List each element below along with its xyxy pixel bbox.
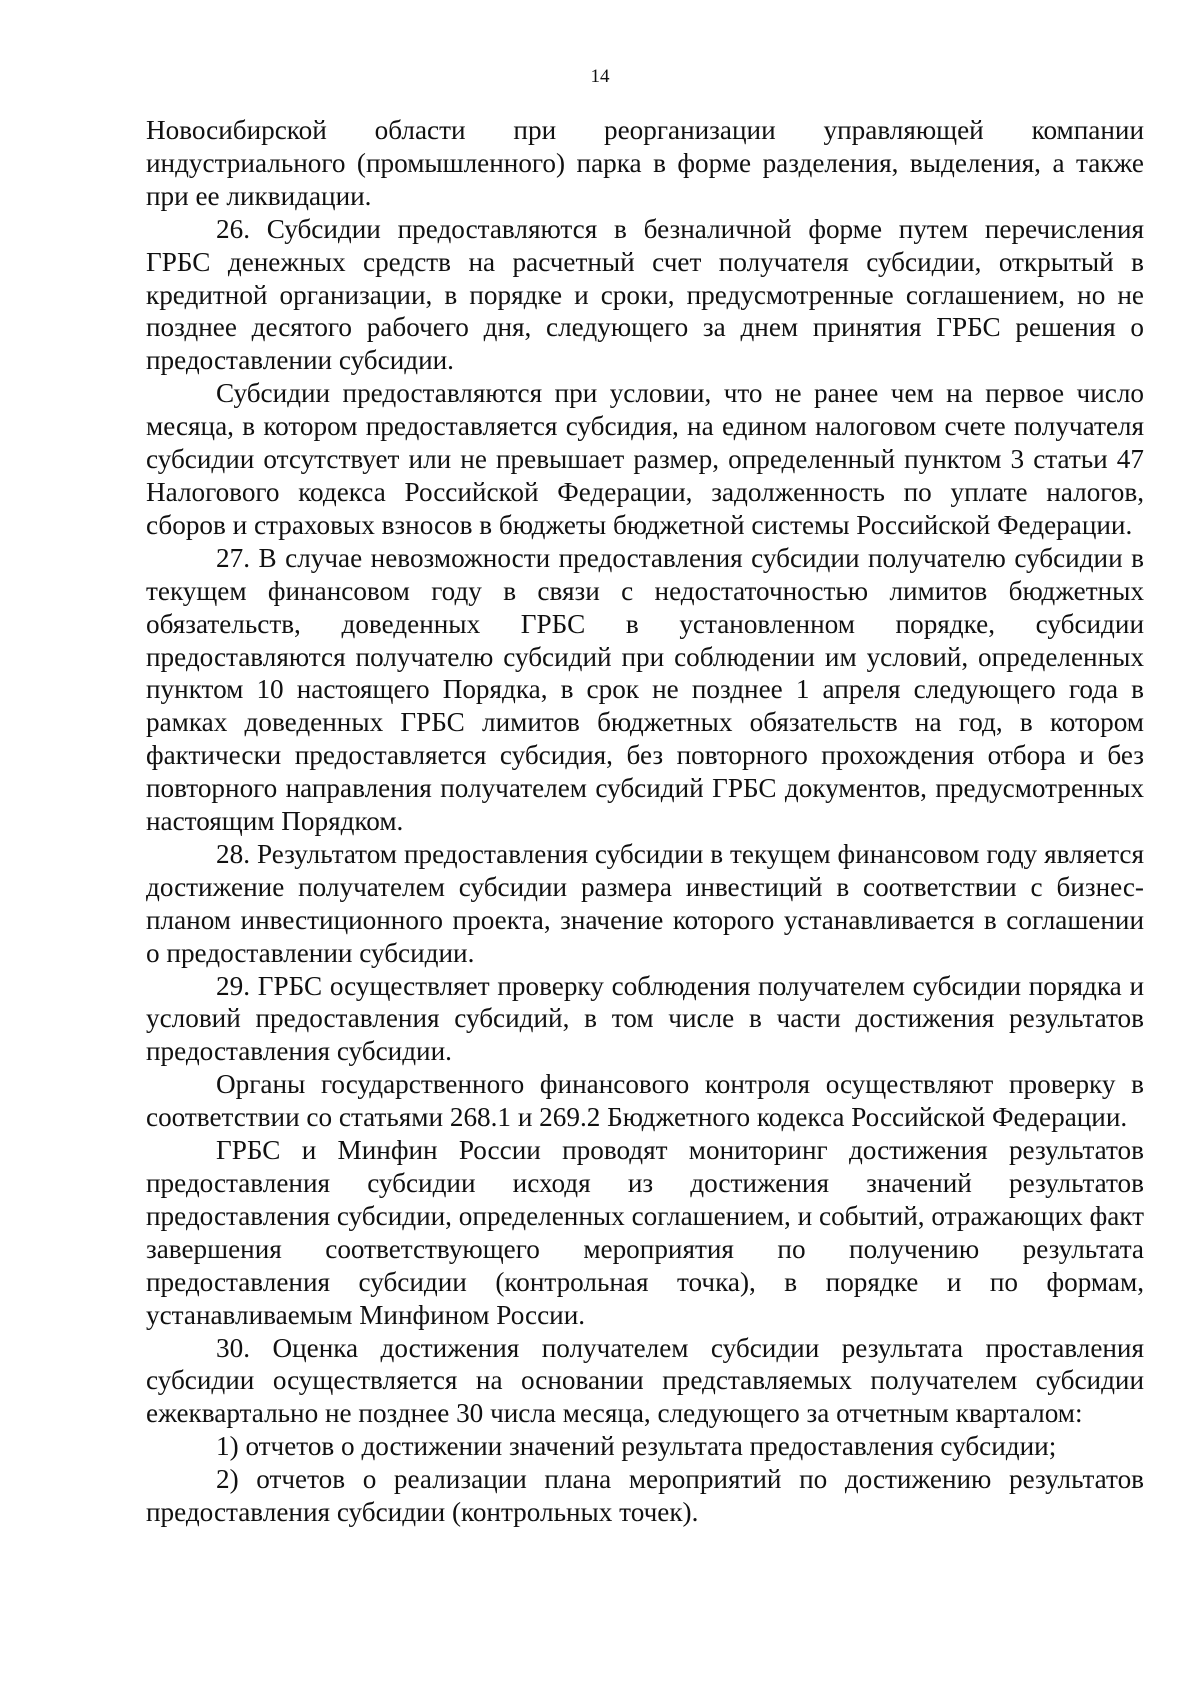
document-body bbox=[146, 114, 1144, 1529]
list-item-30-2: 2) отчетов о реализации плана мероприятий по достижению результатов предоставления субсидии (контрольных точек). bbox=[146, 1464, 1144, 1528]
page-number: 14 bbox=[590, 66, 610, 87]
paragraph-item-26: 26. Субсидии предоставляются в безналичной форме путем перечисления ГРБС денежных средств на расчетный счет получателя субсидии, открытый в кредитной организации, в порядке и сроки, предусмотренные соглашением, но не позднее десятого рабочего дня, следующего за днем принятия ГРБС решения о предоставлении субсидии. bbox=[146, 213, 1144, 376]
paragraph-item-29-control-bodies: Органы государственного финансового контроля осуществляют проверку в соответствии со статьями 268.1 и 269.2 Бюджетного кодекса Российской Федерации. bbox=[146, 1069, 1144, 1133]
paragraph-item-27: 27. В случае невозможности предоставления субсидии получателю субсидии в текущем финансовом году в связи с недостаточностью лимитов бюджетных обязательств, доведенных ГРБС в установленном порядке, субсидии предоставляются получателю субсидий при соблюдении им условий, определенных пунктом 10 настоящего Порядка, в срок не позднее 1 апреля следующего года в рамках доведенных ГРБС лимитов бюджетных обязательств на год, в котором фактически предоставляется субсидия, без повторного прохождения отбора и без повторного направления получателем субсидий ГРБС документов, предусмотренных настоящим Порядком. bbox=[146, 542, 1144, 837]
paragraph-item-26-condition: Субсидии предоставляются при условии, что не ранее чем на первое число месяца, в котором предоставляется субсидия, на едином налоговом счете получателя субсидии отсутствует или не превышает размер, определенный пунктом 3 статьи 47 Налогового кодекса Российской Федерации, задолженность по уплате налогов, сборов и страховых взносов в бюджеты бюджетной системы Российской Федерации. bbox=[146, 378, 1144, 540]
paragraph-item-30: 30. Оценка достижения получателем субсидии результата проставления субсидии осуществляется на основании представляемых получателем субсидии ежеквартально не позднее 30 числа месяца, следующего за отчетным кварталом: bbox=[146, 1332, 1144, 1429]
list-item-30-1: 1) отчетов о достижении значений результата предоставления субсидии; bbox=[216, 1431, 1057, 1462]
paragraph-liquidation-clause: Новосибирской области при реорганизации управляющей компании индустриального (промышленного) парка в форме разделения, выделения, а также при ее ликвидации. bbox=[146, 115, 1144, 211]
paragraph-item-29-monitoring: ГРБС и Минфин России проводят мониторинг достижения результатов предоставления субсидии исходя из достижения значений результатов предоставления субсидии, определенных соглашением, и событий, отражающих факт завершения соответствующего мероприятия по получению результата предоставления субсидии (контрольная точка), в порядке и по формам, устанавливаемым Минфином России. bbox=[146, 1135, 1144, 1330]
paragraph-item-28: 28. Результатом предоставления субсидии в текущем финансовом году является достижение получателем субсидии размера инвестиций в соответствии с бизнес-планом инвестиционного проекта, значение которого устанавливается в соглашении о предоставлении субсидии. bbox=[146, 838, 1144, 968]
paragraph-item-29: 29. ГРБС осуществляет проверку соблюдения получателем субсидии порядка и условий предоставления субсидий, в том числе в части достижения результатов предоставления субсидии. bbox=[146, 970, 1144, 1067]
